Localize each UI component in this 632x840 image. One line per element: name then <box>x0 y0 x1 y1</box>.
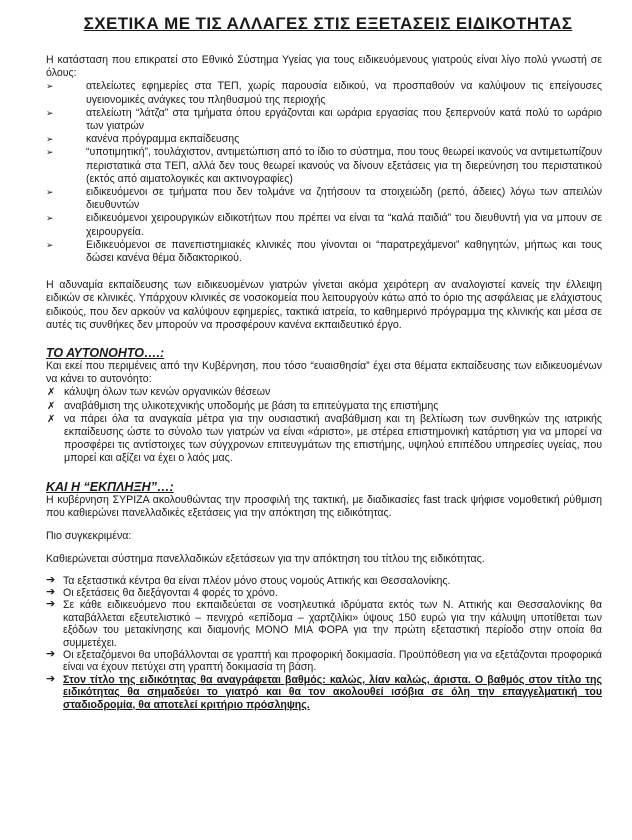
situation-item <box>46 107 602 133</box>
more-specifically-text: Πιο συγκεκριμένα: <box>46 530 132 543</box>
situation-item-text: Ειδικευόμενοι σε πανεπιστημιακές κλινικές που γίνονται οι “παρατρεχάμενοι” καθηγητών, μήπως και τους δώσει κανένα θέμα διδακτορικού. <box>86 238 602 265</box>
situation-item <box>46 80 602 106</box>
exam-rule-item-final <box>46 674 602 711</box>
bullet-marker-icon: ➔ <box>46 647 56 660</box>
situation-item-text: ειδικευόμενοι χειρουργικών ειδικοτήτων που πρέπει να είναι τα “καλά παιδιά” του διευθυντή για να μπουν σε χειρουργεία. <box>86 212 602 238</box>
situation-item <box>46 239 602 265</box>
demand-item-text: να πάρει όλα τα αναγκαία μέτρα για την ουσιαστική αναβάθμιση και τη βελτίωση των συνθηκών της ιατρικής εκπαίδευσης ώστε το σύνολο των γιατρών να είναι «άριστο», με στέρεα επιστημονική κατάρτιση για να μπορεί να προσφέρει τις αντίστοιχες των σύγχρονων επιτευγμάτων της επιστήμης, υψηλού επιπέδου υπηρεσίες υγείας, που μπορεί και αξίζει να έχει ο λαός μας. <box>64 412 602 465</box>
exam-rule-item <box>46 649 602 674</box>
situation-item <box>46 133 602 146</box>
bullet-marker-icon: ➔ <box>46 573 56 586</box>
grade-on-title-text: Στον τίτλο της ειδικότητας θα αναγράφεται βαθμός: καλώς, λίαν καλώς, άριστα. Ο βαθμός στον τίτλο της ειδικότητας θα σημαδεύει το γιατρό και θα τον ακολουθεί ισόβια σε όλη την επαγγελματική του σταδιοδρομία, θα αποτελεί κριτήριο πρόσληψης. <box>63 673 602 711</box>
demand-item-text: κάλυψη όλων των κενών οργανικών θέσεων <box>64 386 271 399</box>
bullet-marker-icon: ➢ <box>46 134 54 145</box>
page-title: ΣΧΕΤΙΚΑ ΜΕ ΤΙΣ ΑΛΛΑΓΕΣ ΣΤΙΣ ΕΞΕΤΑΣΕΙΣ ΕΙΔΙΚΟΤΗΤΑΣ <box>83 14 573 33</box>
demands-list <box>46 386 602 465</box>
situation-item-text: ατελείωτη “λάτζα” στα τμήματα όπου εργάζονται και ωράρια εργασίας που ξεπερνούν κατά πολύ το ωράριο των γιατρών <box>86 106 602 133</box>
bullet-marker-icon: ➢ <box>46 81 54 92</box>
exam-system-text: Καθιερώνεται σύστημα πανελλαδικών εξετάσεων για την απόκτηση του τίτλου της ειδικότητας. <box>46 553 485 566</box>
bullet-marker-icon: ➢ <box>46 147 54 158</box>
demand-item <box>46 386 602 399</box>
exam-rule-item <box>46 575 602 587</box>
intro-paragraph: Η κατάσταση που επικρατεί στο Εθνικό Σύστημα Υγείας για τους ειδικευόμενους γιατρούς είναι λίγο πολύ γνωστή σε όλους: <box>46 54 602 80</box>
bullet-marker-icon: ➢ <box>46 213 54 224</box>
exam-rule-item-text: Οι εξετάσεις θα διεξάγονται 4 φορές το χρόνο. <box>63 586 278 599</box>
staff-shortage-paragraph: Η αδυναμία εκπαίδευσης των ειδικευομένων γιατρών γίνεται ακόμα χειρότερη αν αναλογιστεί κανείς την έλλειψη ειδικών σε κλινικές. Υπάρχουν κλινικές σε νοσοκομεία που λειτουργούν κάτω από το όριο της ασφάλειας με ελάχιστους ειδικούς, που δεν αρκούν να καλύψουν εφημερίες, τακτικά ιατρεία, το καθημερινό πρόγραμμα της κλινικής και μέσα σε αυτές τις συνθήκες δεν μπορούν να προσφέρουν κανένα εκπαιδευτικό έργο. <box>46 279 602 331</box>
section-surprise-text: Η κυβέρνηση ΣΥΡΙΖΑ ακολουθώντας την προσφιλή της τακτική, με διαδικασίες fast track ψήφισε νομοθετική ρύθμιση που καθιερώνει πανελλαδικές εξετάσεις για την απόκτηση της ειδικότητας. <box>46 493 602 519</box>
exam-rule-item <box>46 587 602 599</box>
bullet-marker-icon: ✗ <box>47 400 56 412</box>
demand-item <box>46 413 602 466</box>
exam-rule-item-text: Οι εξεταζόμενοι θα υποβάλλονται σε γραπτή και προφορική δοκιμασία. Προϋπόθεση για να εξετάζονται προφορικά είναι να έχουν πετύχει στη γραπτή δοκιμασία τη βάση. <box>63 648 602 674</box>
situation-item-text: κανένα πρόγραμμα εκπαίδευσης <box>86 133 240 146</box>
situation-list <box>46 80 602 265</box>
bullet-marker-icon: ➔ <box>46 598 56 611</box>
demand-item <box>46 400 602 413</box>
bullet-marker-icon: ✗ <box>47 387 56 399</box>
bullet-marker-icon: ➢ <box>46 187 54 198</box>
exam-rule-item-text: Τα εξεταστικά κέντρα θα είναι πλέον μόνο στους νομούς Αττικής και Θεσσαλονίκης. <box>63 574 451 587</box>
bullet-marker-icon: ➢ <box>46 239 54 250</box>
section-heading-obvious: ΤΟ ΑΥΤΟΝΟΗΤΟ….: <box>46 346 165 361</box>
demand-item-text: αναβάθμιση της υλικοτεχνικής υποδομής με βάση τα επιτεύγματα της επιστήμης <box>64 399 439 412</box>
exam-rules-list <box>46 575 602 711</box>
bullet-marker-icon: ➢ <box>46 107 54 118</box>
situation-item-text: ατελείωτες εφημερίες στα ΤΕΠ, χωρίς παρουσία ειδικού, να προσπαθούν να καλύψουν τις επείγουσες υγειονομικές ανάγκες του πληθυσμού της περιοχής <box>86 80 602 106</box>
bullet-marker-icon: ➔ <box>46 585 56 598</box>
section-heading-surprise: ΚΑΙ Η “ΕΚΠΛΗΞΗ”…: <box>46 479 174 494</box>
situation-item <box>46 146 602 186</box>
situation-item <box>46 212 602 238</box>
situation-item-text: “υποτιμητική”, τουλάχιστον, αντιμετώπιση από το ίδιο το σύστημα, που τους θεωρεί ικανούς να αντιμετωπίζουν περιστατικά στα ΤΕΠ, αλλά δεν τους θεωρεί ικανούς να δίνουν εξετάσεις για τη διερεύνηση του περιστατικού (εκτός από αιματολογικές και ακτινογραφίες) <box>86 146 603 185</box>
situation-item <box>46 186 602 212</box>
exam-rule-item-text: Σε κάθε ειδικευόμενο που εκπαιδεύεται σε νοσηλευτικά ιδρύματα εκτός των Ν. Αττικής και Θεσσαλονίκης θα καταβάλλεται εξευτελιστικό – πενιχρό «επίδομα – χαρτζιλίκι» ύψους 150 ευρώ για την κάλυψη υποτίθεται των εξόδων του μετακίνησης και διαμονής ΜΟΝΟ ΜΙΑ ΦΟΡΑ για την πρώτη εξεταστική περίοδο στην οποία θα συμμετέχει. <box>63 599 602 649</box>
section-obvious-text: Και εκεί που περιμένεις από την Κυβέρνηση, που τόσο “ευαισθησία” έχει στα θέματα εκπαίδευσης των ειδικευομένων να κάνει το αυτονόητο: <box>46 360 602 386</box>
situation-item-text: ειδικευόμενοι σε τμήματα που δεν τολμάνε να ζητήσουν τα στοιχειώδη (ρεπό, άδειες) λόγω των απειλών διευθυντών <box>86 186 602 212</box>
exam-rule-item <box>46 599 602 649</box>
bullet-marker-icon: ➔ <box>46 672 56 685</box>
bullet-marker-icon: ✗ <box>47 413 56 425</box>
